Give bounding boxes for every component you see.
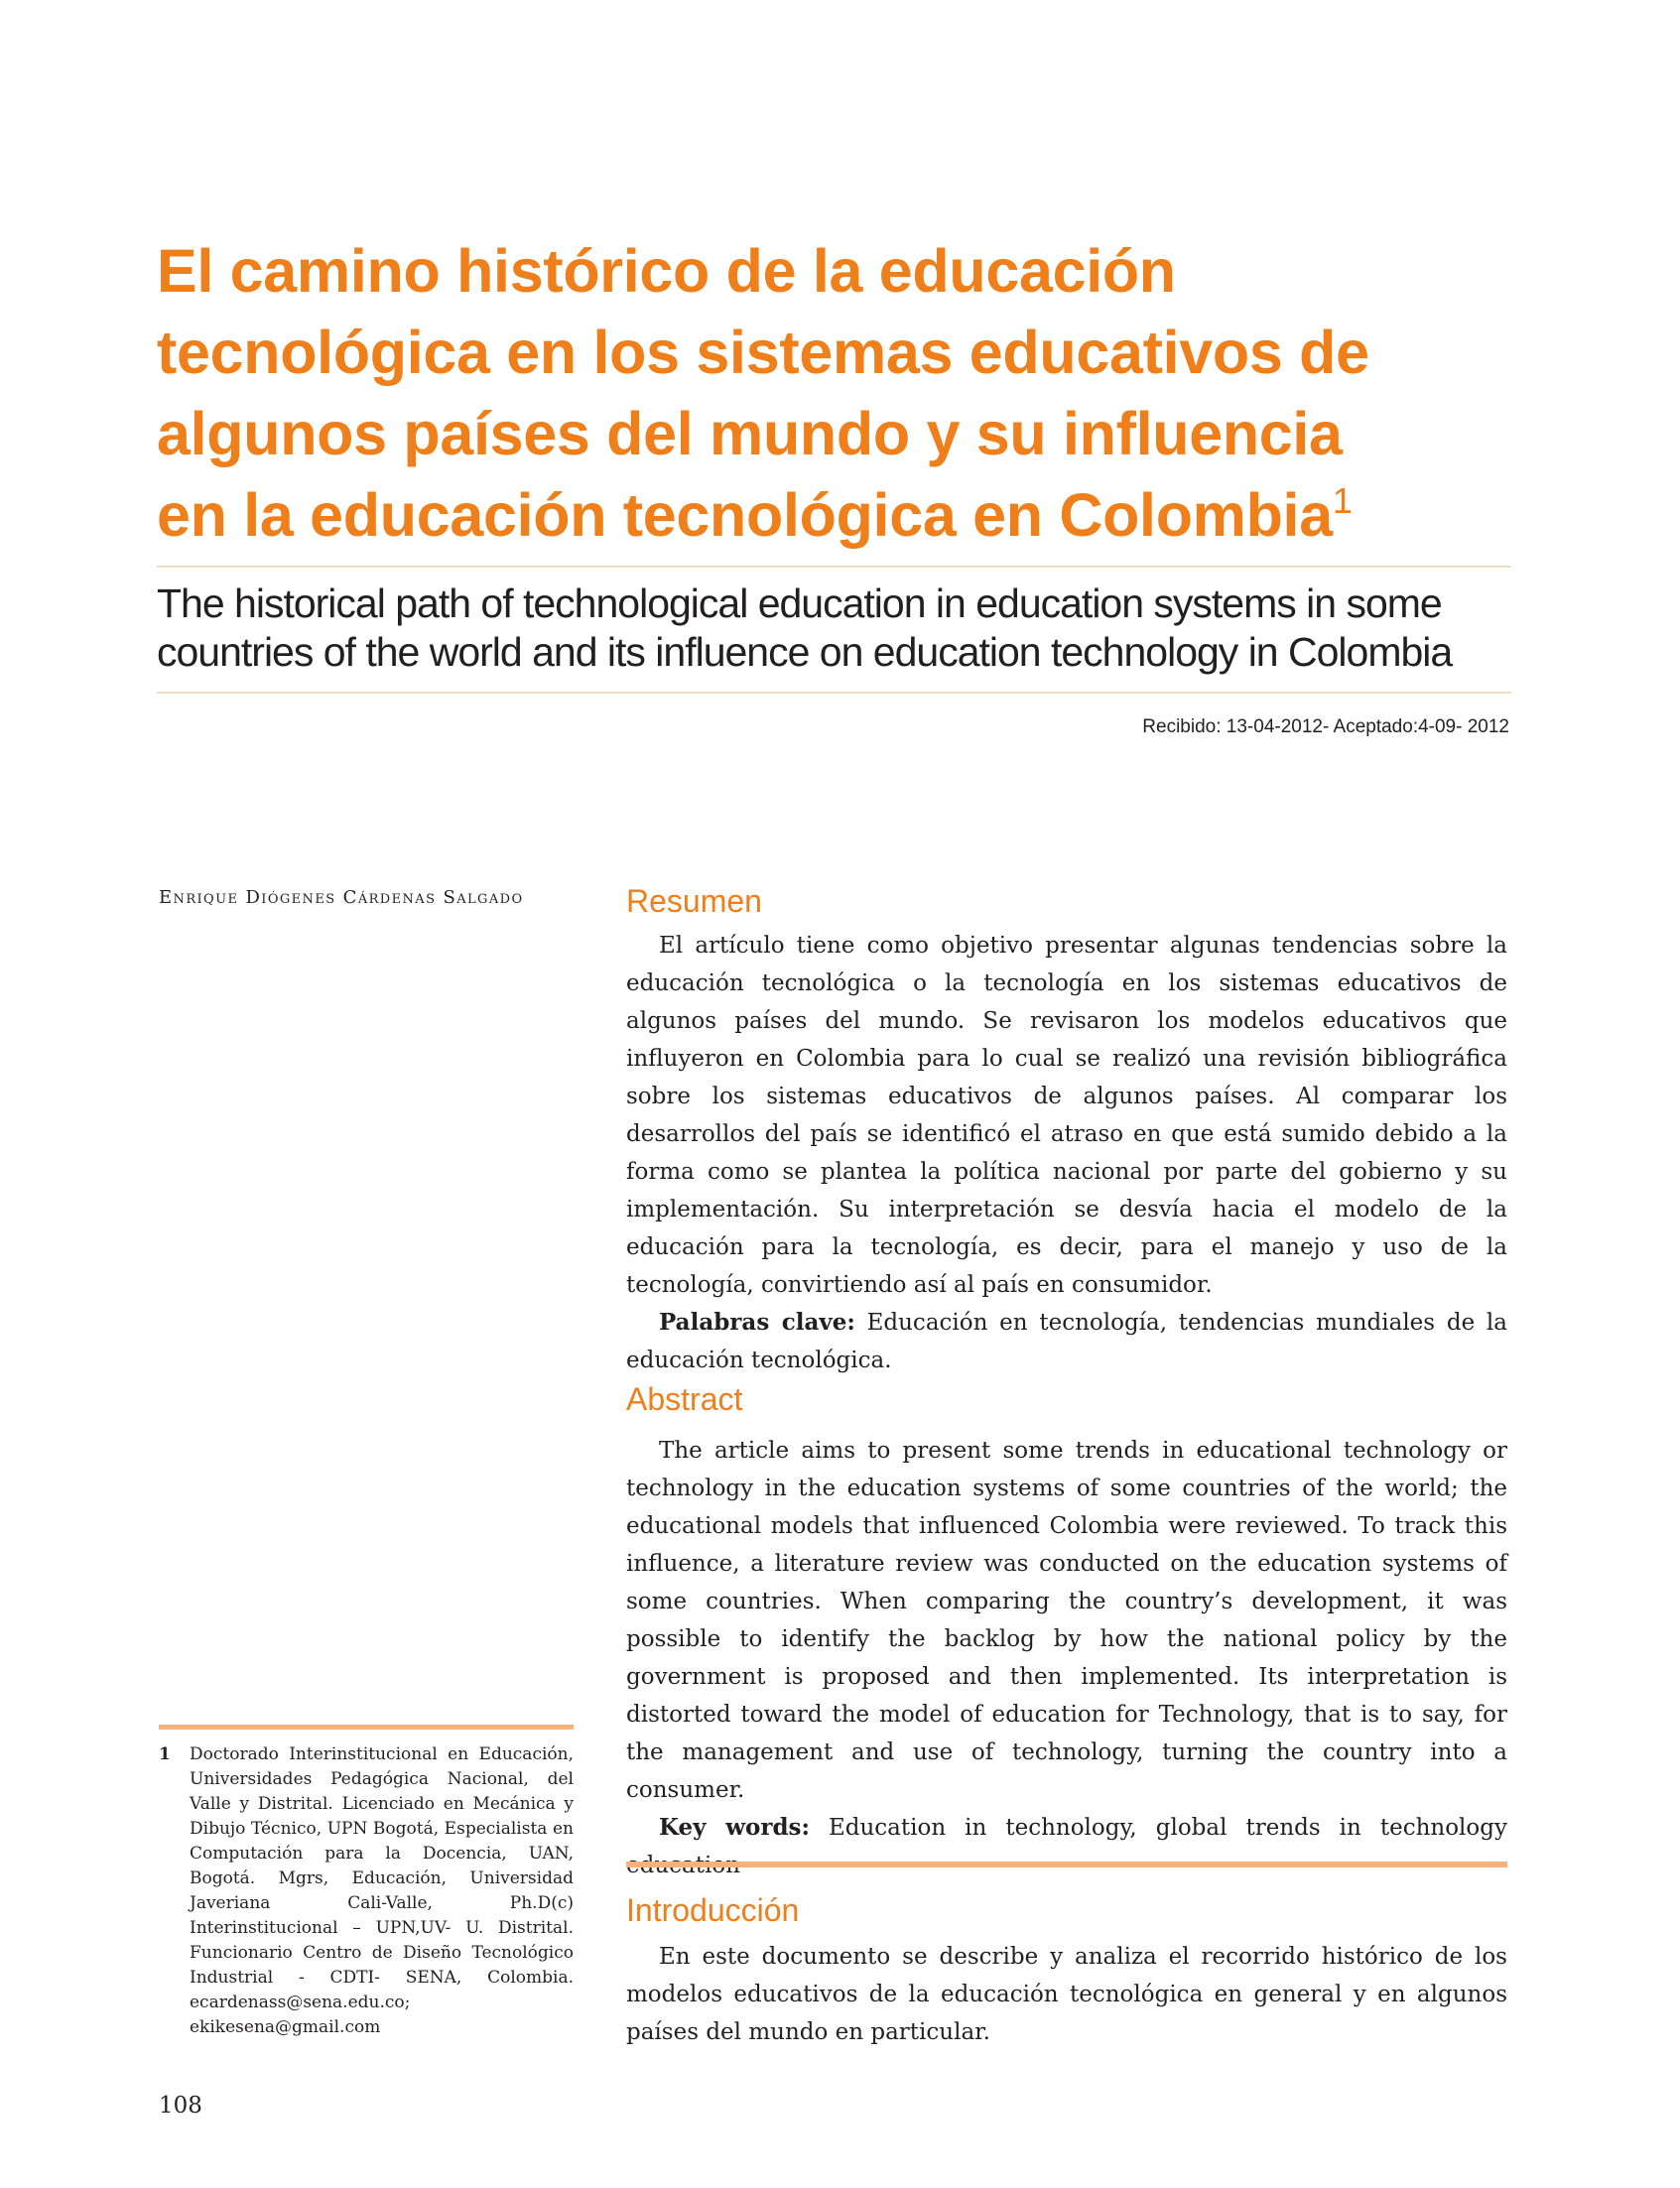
title-line-text: en la educación tecnológica en Colombia — [157, 481, 1333, 549]
introduccion-body — [626, 1938, 1507, 2051]
introduccion-paragraph: En este documento se describe y analiza el recorrido histórico de los modelos educativos de la educación tecnológica en general y en algunos países del mundo en particular. — [626, 1944, 1507, 2045]
title-divider-top — [157, 566, 1511, 568]
section-divider — [626, 1862, 1507, 1867]
title-footnote-mark: 1 — [1332, 480, 1353, 521]
keywords-label: Palabras clave: — [659, 1309, 855, 1336]
keywords-text: Educación en tecnología, tendencias mundiales de la educación tecnológica. — [626, 1310, 1507, 1373]
abstract-body — [626, 1432, 1507, 1884]
title-line: algunos países del mundo y su influencia — [157, 400, 1343, 467]
abstract-paragraph: The article aims to present some trends in educational technology or technology in the education systems of some countries of the world; the educational models that influenced Colombia were reviewed. To track this influence, a literature review was conducted on the education systems of some countries. When comparing the country’s development, it was possible to identify the backlog by how the national policy by the government is proposed and then implemented. Its interpretation is distorted toward the model of education for Technology, that is to say, for the management and use of technology, turning the country into a consumer. — [626, 1438, 1507, 1803]
title-divider-bottom — [157, 692, 1511, 694]
title-block — [157, 230, 1518, 556]
introduccion-heading: Introducción — [626, 1892, 800, 1928]
abstract-keywords — [626, 1809, 1507, 1884]
keywords-label: Key words: — [659, 1814, 810, 1841]
resumen-body — [626, 927, 1507, 1379]
keywords-text: Education in technology, global trends in technology — [828, 1815, 1507, 1841]
footnote — [159, 1742, 574, 2040]
english-title — [157, 579, 1516, 677]
abstract-heading: Abstract — [626, 1381, 743, 1417]
author-name: Enrique Diógenes Cárdenas Salgado — [159, 887, 524, 908]
title-line — [157, 474, 1518, 556]
title-line: tecnológica en los sistemas educativos de — [157, 319, 1369, 386]
resumen-keywords — [626, 1304, 1507, 1379]
footnote-number: 1 — [159, 1744, 171, 1764]
footnote-divider — [159, 1725, 574, 1730]
footnote-text: Doctorado Interinstitucional en Educación, Universidades Pedagógica Nacional, del Valle y Distrital. Licenciado en Mecánica y Dibujo Técnico, UPN Bogotá, Especialista en Computación para la Docencia, UAN, Bogotá. Mgrs, Educación, Universidad Javeriana Cali-Valle, Ph.D(c) Interinstitucional – UPN,UV- U. Distrital. Funcionario Centro de Diseño Tecnológico Industrial - CDTI- SENA, Colombia. ecardenass@sena.edu.co; ekikesena@gmail.com — [190, 1744, 574, 2037]
received-accepted-dates: Recibido: 13-04-2012- Aceptado:4-09- 2012 — [1142, 716, 1509, 737]
resumen-paragraph: El artículo tiene como objetivo presentar algunas tendencias sobre la educación tecnológica o la tecnología en los sistemas educativos de algunos países del mundo. Se revisaron los modelos educativos que influyeron en Colombia para lo cual se realizó una revisión bibliográfica sobre los sistemas educativos de algunos países. Al comparar los desarrollos del país se identificó el atraso en que está sumido debido a la forma como se plantea la política nacional por parte del gobierno y su implementación. Su interpretación se desvía hacia el modelo de la educación para la tecnología, es decir, para el manejo y uso de la tecnología, convirtiendo así al país en consumidor. — [626, 933, 1507, 1298]
article-title — [157, 230, 1518, 556]
title-line: El camino histórico de la educación — [157, 237, 1176, 305]
english-title-line: The historical path of technological education in education systems in some — [157, 580, 1442, 626]
resumen-heading: Resumen — [626, 883, 762, 919]
page-number: 108 — [159, 2093, 202, 2119]
english-title-line: countries of the world and its influence on education technology in Colombia — [157, 629, 1453, 675]
